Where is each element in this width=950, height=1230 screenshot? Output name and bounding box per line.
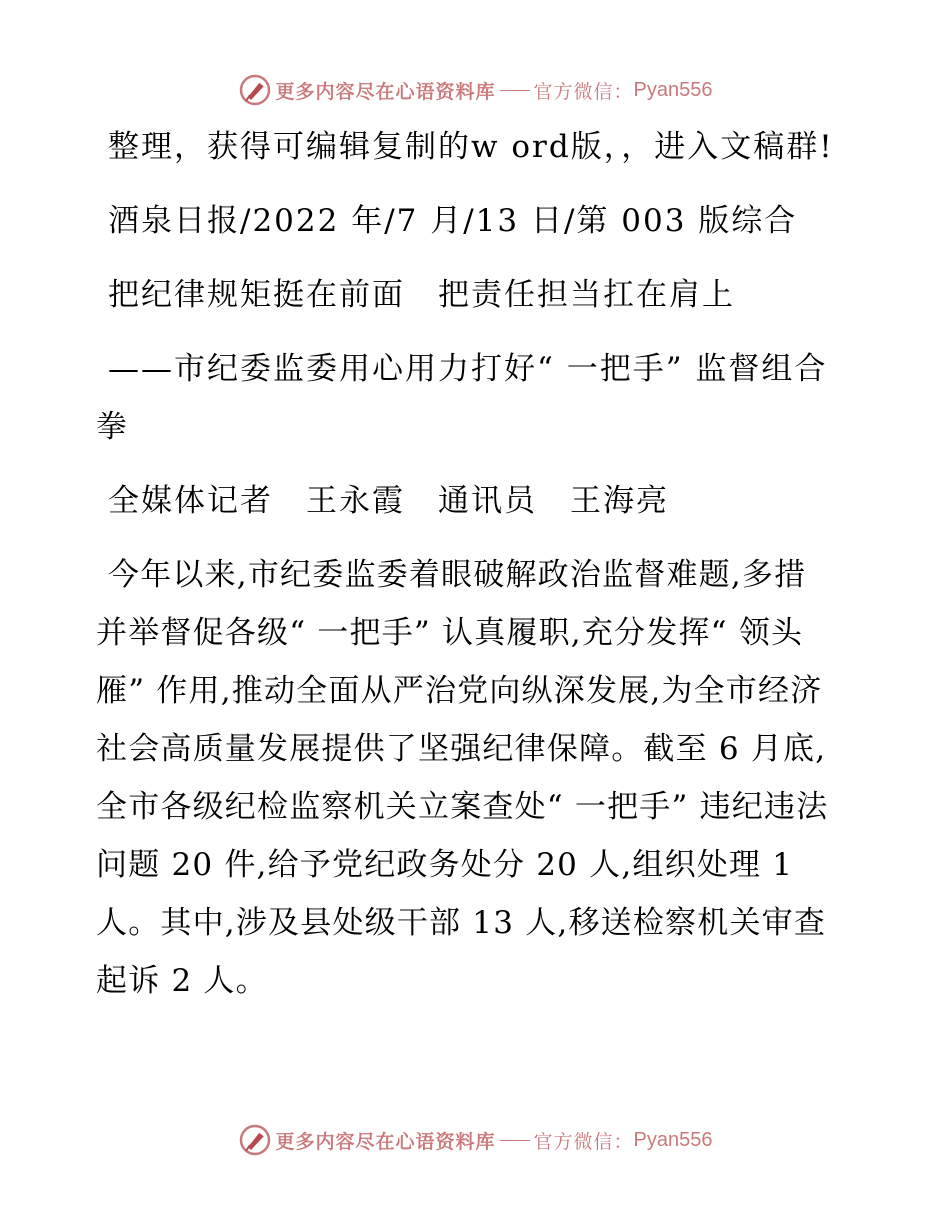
watermark-slogan: 更多内容尽在心语资料库 xyxy=(275,1130,496,1153)
pen-nib-logo-icon xyxy=(238,73,272,107)
watermark-slogan: 更多内容尽在心语资料库 xyxy=(275,80,496,103)
watermark-official-label: 官方微信： xyxy=(533,1130,634,1153)
source-line: 酒泉日报/2022 年/7 月/13 日/第 003 版综合 xyxy=(108,203,798,239)
watermark-dash xyxy=(500,90,530,91)
headline: 把纪律规矩挺在前面 把责任担当扛在肩上 xyxy=(108,277,735,313)
pen-nib-logo-icon xyxy=(238,1123,272,1157)
body-paragraph: 今年以来,市纪委监委着眼破解政治监督难题,多措并举督促各级“ 一把手” 认真履职,充分发挥“ 领头雁” 作用,推动全面从严治党向纵深发展,为全市经济社会高质量发展提供了坚强纪律保障。截至 6 月底,全市各级纪检监察机关立案查处“ 一把手” 违纪违法问题 20 件,给予党纪政务处分 20 人,组织处理 1 人。其中,涉及县处级干部 13 人,移送检察机关审查起诉 2 人。 xyxy=(96,557,829,999)
document-body xyxy=(96,118,836,1026)
intro-line: 整理，获得可编辑复制的w ord版，，进入文稿群! xyxy=(108,129,834,165)
watermark-official-label: 官方微信： xyxy=(533,80,634,103)
footer-watermark xyxy=(0,1120,950,1160)
watermark-handle: Pyan556 xyxy=(633,1128,713,1151)
watermark-dash xyxy=(500,1140,530,1141)
header-watermark xyxy=(0,70,950,110)
byline: 全媒体记者 王永霞 通讯员 王海亮 xyxy=(108,483,669,519)
watermark-handle: Pyan556 xyxy=(633,78,713,101)
subheadline: ——市纪委监委用心用力打好“ 一把手” 监督组合拳 xyxy=(96,351,828,445)
